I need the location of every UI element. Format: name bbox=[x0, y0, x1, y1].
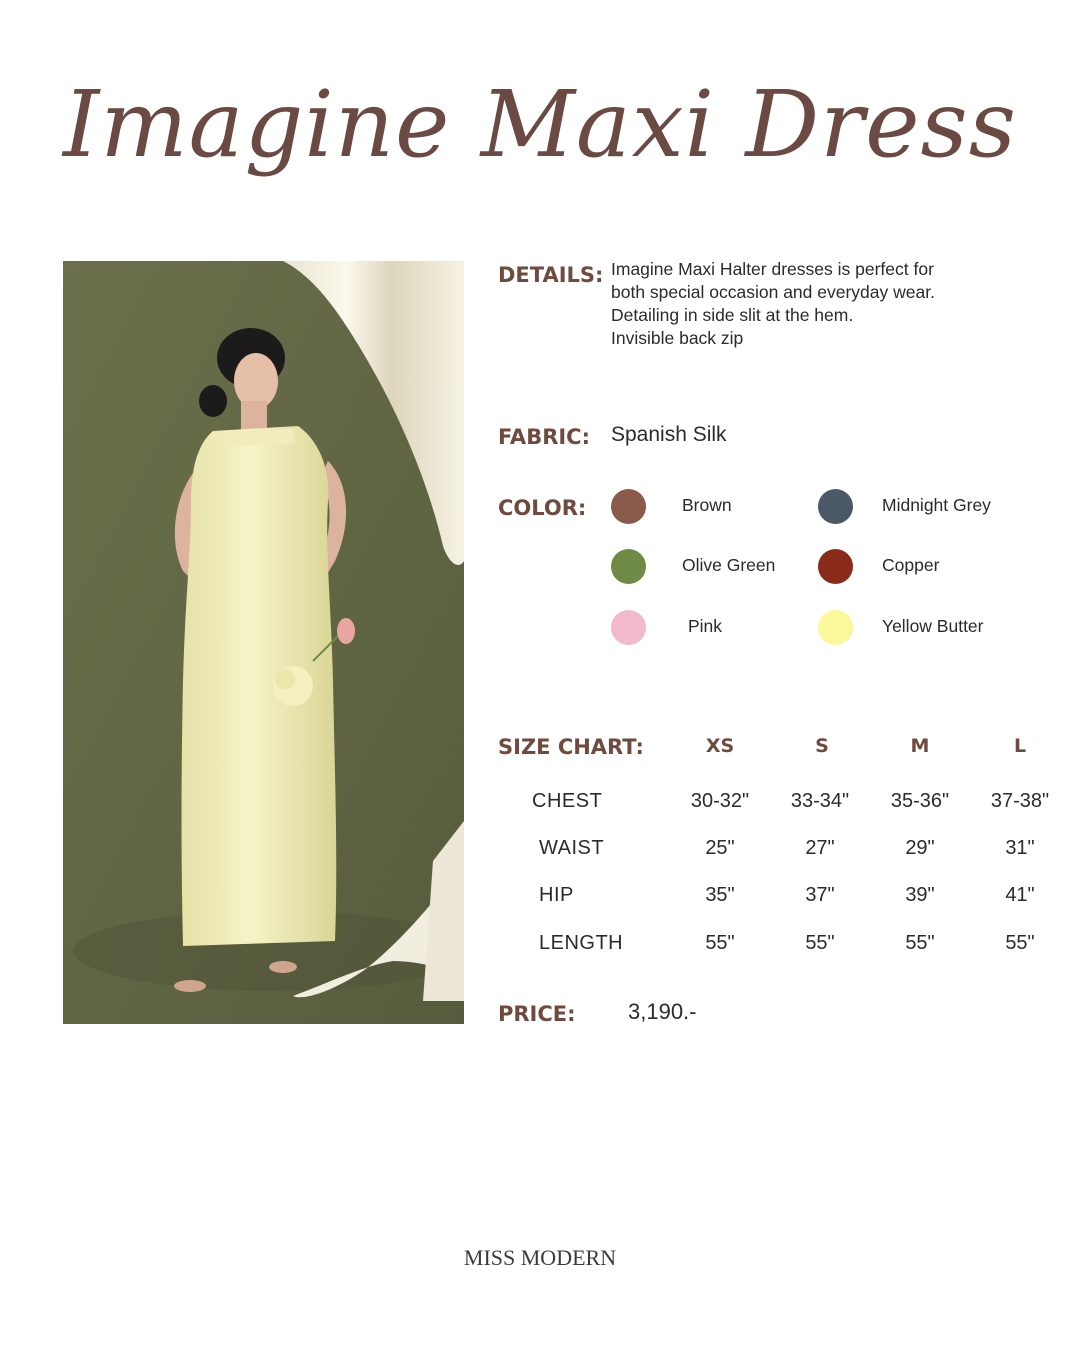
size-cell: 55" bbox=[805, 932, 835, 954]
details-label: DETAILS: bbox=[498, 263, 604, 287]
details-line: Invisible back zip bbox=[611, 328, 744, 348]
size-chart-label: SIZE CHART: bbox=[498, 735, 644, 759]
color-swatch-olive-green[interactable] bbox=[611, 549, 646, 584]
details-line: both special occasion and everyday wear. bbox=[611, 282, 935, 302]
details-line: Imagine Maxi Halter dresses is perfect for bbox=[611, 259, 934, 279]
color-name: Brown bbox=[682, 495, 732, 515]
price-value: 3,190.- bbox=[628, 999, 697, 1024]
product-photo bbox=[63, 261, 464, 1024]
color-swatch-brown[interactable] bbox=[611, 489, 646, 524]
size-cell: 30-32" bbox=[690, 790, 750, 812]
size-cell: 35-36" bbox=[890, 790, 950, 812]
page-title: Imagine Maxi Dress bbox=[63, 71, 1017, 178]
color-swatch-midnight-grey[interactable] bbox=[818, 489, 853, 524]
color-name: Pink bbox=[688, 616, 723, 636]
color-name: Yellow Butter bbox=[882, 616, 984, 636]
size-cell: 29" bbox=[905, 837, 935, 859]
size-cell: 41" bbox=[1005, 884, 1035, 906]
color-swatch-pink[interactable] bbox=[611, 610, 646, 645]
size-cell: 31" bbox=[1005, 837, 1035, 859]
size-header-xs: XS bbox=[705, 735, 735, 757]
details-description bbox=[611, 258, 1031, 350]
color-name: Copper bbox=[882, 555, 940, 575]
size-cell: 39" bbox=[905, 884, 935, 906]
size-header-l: L bbox=[1013, 735, 1027, 757]
size-row-label-length: LENGTH bbox=[539, 932, 624, 954]
size-header-s: S bbox=[815, 735, 829, 757]
color-swatch-copper[interactable] bbox=[818, 549, 853, 584]
size-cell: 37-38" bbox=[990, 790, 1050, 812]
size-cell: 33-34" bbox=[790, 790, 850, 812]
size-cell: 55" bbox=[705, 932, 735, 954]
size-cell: 27" bbox=[805, 837, 835, 859]
size-row-label-hip: HIP bbox=[539, 884, 574, 906]
fabric-value: Spanish Silk bbox=[611, 423, 727, 446]
fabric-label: FABRIC: bbox=[498, 425, 590, 449]
color-label: COLOR: bbox=[498, 496, 587, 520]
size-row-label-waist: WAIST bbox=[539, 837, 605, 859]
brand-logo: MISS MODERN bbox=[463, 1245, 617, 1270]
size-cell: 35" bbox=[705, 884, 735, 906]
size-cell: 55" bbox=[905, 932, 935, 954]
color-name: Olive Green bbox=[682, 555, 776, 575]
color-name: Midnight Grey bbox=[882, 495, 991, 515]
details-line: Detailing in side slit at the hem. bbox=[611, 305, 854, 325]
price-label: PRICE: bbox=[498, 1002, 576, 1026]
size-cell: 55" bbox=[1005, 932, 1035, 954]
size-row-label-chest: CHEST bbox=[532, 790, 603, 812]
size-cell: 37" bbox=[805, 884, 835, 906]
color-swatch-yellow-butter[interactable] bbox=[818, 610, 853, 645]
size-header-m: M bbox=[910, 735, 930, 757]
size-cell: 25" bbox=[705, 837, 735, 859]
